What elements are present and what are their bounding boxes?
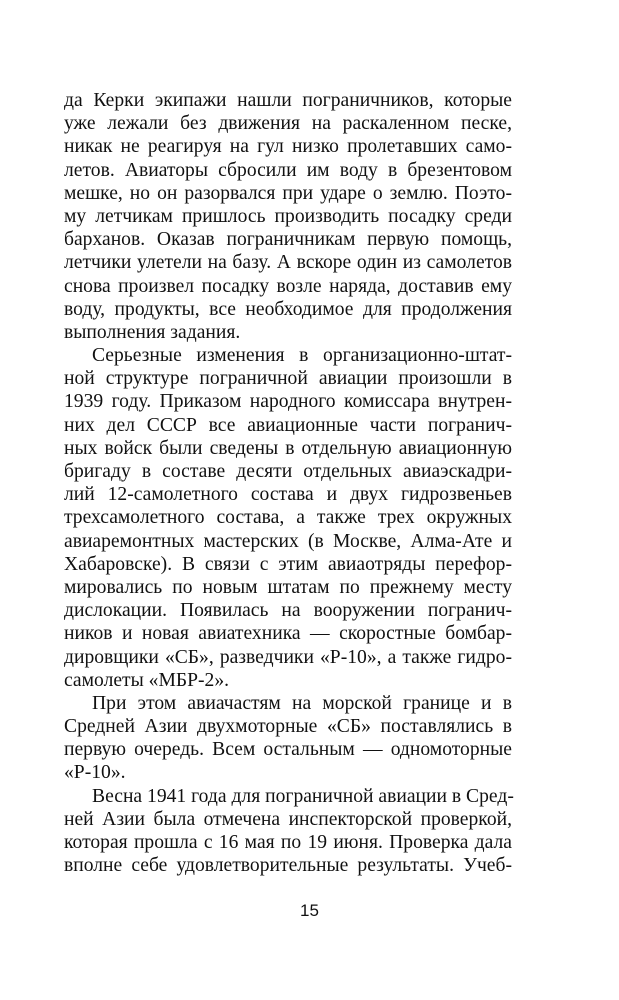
body-text [64, 89, 512, 877]
text-line: трехсамолетного состава, а также трех окружных [64, 507, 512, 529]
text-line: первую очередь. Всем остальным — одномоторные [64, 739, 512, 761]
text-line: лий 12-самолетного состава и двух гидрозвеньев [64, 484, 512, 506]
text-line: дислокации. Появилась на вооружении погранич- [64, 600, 512, 622]
paragraph [64, 692, 512, 785]
text-line: Серьезные изменения в организационно-штат- [92, 345, 512, 367]
text-line: Весна 1941 года для пограничной авиации в Сред- [92, 785, 514, 807]
text-line: авиаремонтных мастерских (в Москве, Алма-Ате и [64, 530, 512, 552]
text-line: выполнения задания. [64, 321, 241, 343]
page-number: 15 [300, 901, 319, 920]
text-line: дировщики «СБ», разведчики «Р-10», а также гидро- [64, 646, 512, 668]
text-line: летчики улетели на базу. А вскоре один из самолетов [64, 252, 512, 274]
text-line: да Керки экипажи нашли пограничников, которые [64, 90, 512, 111]
text-line: Хабаровске). В связи с этим авиаотряды перефор- [64, 553, 512, 575]
text-line: воду, продукты, все необходимое для продолжения [64, 298, 512, 320]
text-line: вполне себе удовлетворительные результаты. Учеб- [64, 855, 512, 877]
text-line: мешке, но он разорвался при ударе о землю. Поэто- [64, 182, 512, 204]
text-line: барханов. Оказав пограничникам первую помощь, [64, 229, 512, 251]
paragraph [64, 89, 512, 344]
text-line: бригаду в составе десяти отдельных авиаэскадри- [64, 461, 512, 482]
text-line: ной структуре пограничной авиации произошли в [64, 368, 512, 390]
text-line: «Р-10». [64, 762, 126, 784]
text-line: никак не реагируя на гул низко пролетавших само- [64, 136, 512, 158]
text-line: ников и новая авиатехника — скоростные бомбар- [64, 623, 512, 645]
text-line: 1939 году. Приказом народного комиссара внутрен- [64, 391, 512, 413]
text-line: мировались по новым штатам по прежнему месту [64, 576, 512, 598]
text-line: снова произвел посадку возле наряда, доставив ему [64, 275, 512, 297]
text-line: му летчикам пришлось производить посадку среди [64, 205, 512, 227]
paragraph [64, 344, 512, 692]
text-line: них дел СССР все авиационные части погранич- [64, 414, 512, 436]
text-line: летов. Авиаторы сбросили им воду в брезентовом [64, 159, 512, 181]
text-line: При этом авиачастям на морской границе и в [92, 692, 512, 714]
text-line: ней Азии была отмечена инспекторской проверкой, [64, 808, 512, 830]
text-line: уже лежали без движения на раскаленном песке, [64, 113, 512, 135]
text-line: Средней Азии двухмоторные «СБ» поставлялись в [64, 716, 512, 738]
text-line: ных войск были сведены в отдельную авиационную [64, 437, 512, 459]
text-line: которая прошла с 16 мая по 19 июня. Проверка дала [64, 832, 512, 853]
paragraph [64, 785, 512, 878]
text-line: самолеты «МБР-2». [64, 669, 230, 691]
